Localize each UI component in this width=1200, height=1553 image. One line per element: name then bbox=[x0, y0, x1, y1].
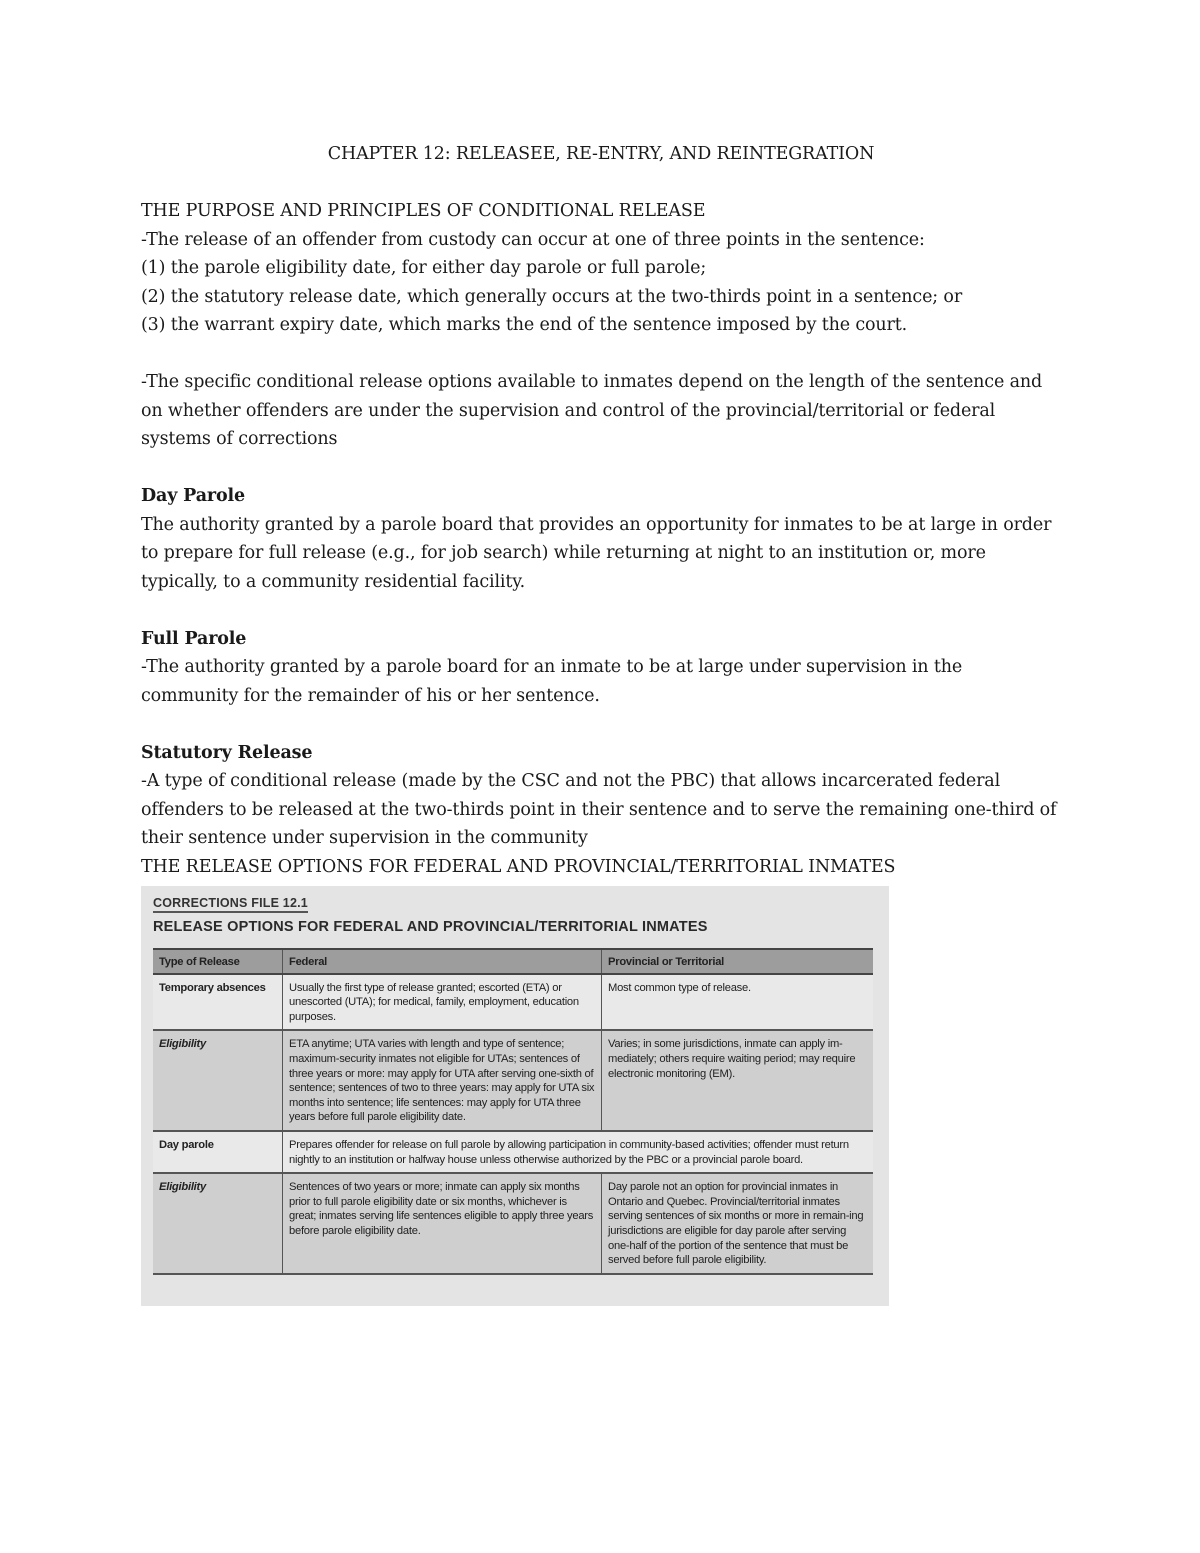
combined-cell: Prepares offender for release on full parole by allowing participation in community-based activities; offender must return nightly to an institution or halfway house unless otherwise authorized by the PBC or a provincial parole board. bbox=[283, 1131, 874, 1173]
table-row bbox=[153, 1131, 873, 1173]
federal-cell: ETA anytime; UTA varies with length and type of sentence; maximum-security inmates not eligible for UTAs; sentences of three years or more: may apply for UTA after serving one-sixth of sentence; sentences of two to three years: may apply for UTA six months into sentence; life sentences: may apply for UTA three years before full parole eligibility date. bbox=[283, 1030, 602, 1131]
row-type-cell: Temporary absences bbox=[153, 974, 283, 1031]
provincial-cell: Day parole not an option for provincial inmates in Ontario and Quebec. Provincial/territorial inmates serving sentences of six months or more in remain-ing jurisdictions are eligible for day parole after serving one-half of the portion of the sentence that must be served before full parole eligibility. bbox=[602, 1173, 874, 1274]
federal-cell: Sentences of two years or more; inmate can apply six months prior to full parole eligibility date or six months, whichever is great; inmates serving life sentences eligible to apply three years before parole eligibility date. bbox=[283, 1173, 602, 1274]
full-parole-heading: Full Parole bbox=[141, 628, 247, 649]
release-intro-line: -The release of an offender from custody can occur at one of three points in the sentence: bbox=[141, 229, 925, 250]
corrections-file-title: RELEASE OPTIONS FOR FEDERAL AND PROVINCIAL/TERRITORIAL INMATES bbox=[153, 919, 708, 935]
day-parole-text: The authority granted by a parole board that provides an opportunity for inmates to be at large in order to prepare for full release (e.g., for job search) while returning at night to an institution or, more typically, to a community residential facility. bbox=[141, 514, 1052, 592]
release-options-heading: THE RELEASE OPTIONS FOR FEDERAL AND PROVINCIAL/TERRITORIAL INMATES bbox=[141, 856, 896, 877]
table-row bbox=[153, 974, 873, 1031]
column-header-federal: Federal bbox=[283, 949, 602, 974]
row-type-cell: Day parole bbox=[153, 1131, 283, 1173]
provincial-cell: Varies; in some jurisdictions, inmate can apply im-mediately; others require waiting period; may require electronic monitoring (EM). bbox=[602, 1030, 874, 1131]
section-heading-purpose: THE PURPOSE AND PRINCIPLES OF CONDITIONAL RELEASE bbox=[141, 201, 706, 221]
release-point-1: (1) the parole eligibility date, for either day parole or full parole; bbox=[141, 258, 707, 278]
column-header-provincial: Provincial or Territorial bbox=[602, 949, 874, 974]
release-options-table bbox=[153, 948, 873, 1275]
statutory-release-heading: Statutory Release bbox=[141, 742, 313, 763]
document-page bbox=[141, 140, 1061, 881]
day-parole-heading: Day Parole bbox=[141, 486, 245, 506]
column-header-type: Type of Release bbox=[153, 949, 283, 974]
corrections-file-scan bbox=[141, 886, 889, 1306]
table-row bbox=[153, 1173, 873, 1274]
corrections-file-label: CORRECTIONS FILE 12.1 bbox=[153, 892, 308, 913]
table-row bbox=[153, 1030, 873, 1131]
release-point-2: (2) the statutory release date, which generally occurs at the two-thirds point in a sentence; or bbox=[141, 286, 963, 307]
full-parole-text: -The authority granted by a parole board for an inmate to be at large under supervision in the community for the remainder of his or her sentence. bbox=[141, 657, 963, 706]
release-point-3: (3) the warrant expiry date, which marks the end of the sentence imposed by the court. bbox=[141, 315, 908, 335]
statutory-release-text: -A type of conditional release (made by the CSC and not the PBC) that allows incarcerated federal offenders to be released at the two-thirds point in their sentence and to serve the remaining one-third of their sentence under supervision in the community bbox=[141, 771, 1057, 848]
chapter-title: CHAPTER 12: RELEASEE, RE-ENTRY, AND REINTEGRATION bbox=[327, 144, 875, 164]
provincial-cell: Most common type of release. bbox=[602, 974, 874, 1031]
conditional-options-paragraph: -The specific conditional release options available to inmates depend on the length of the sentence and on whether offenders are under the supervision and control of the provincial/territorial or federal systems of corrections bbox=[141, 372, 1043, 449]
federal-cell: Usually the first type of release granted; escorted (ETA) or unescorted (UTA); for medical, family, employment, education purposes. bbox=[283, 974, 602, 1031]
row-type-cell: Eligibility bbox=[153, 1030, 283, 1131]
row-type-cell: Eligibility bbox=[153, 1173, 283, 1274]
table-header-row bbox=[153, 949, 873, 974]
